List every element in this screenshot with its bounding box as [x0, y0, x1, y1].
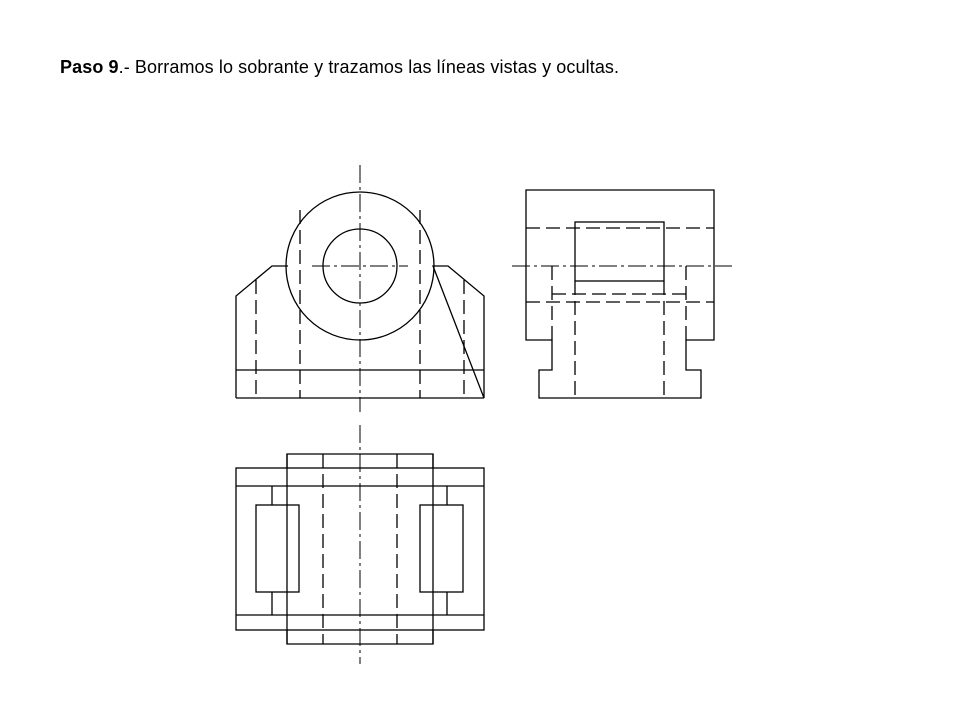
top-view-left-slot: [256, 505, 299, 592]
side-view: [512, 190, 732, 398]
step-text: .- Borramos lo sobrante y trazamos las líneas vistas y ocultas.: [118, 57, 620, 77]
side-view-boss-rect: [575, 222, 664, 281]
step-label: Paso 9: [60, 57, 119, 77]
top-view: [236, 425, 484, 664]
front-view: [236, 165, 484, 412]
top-view-right-slot: [420, 505, 463, 592]
